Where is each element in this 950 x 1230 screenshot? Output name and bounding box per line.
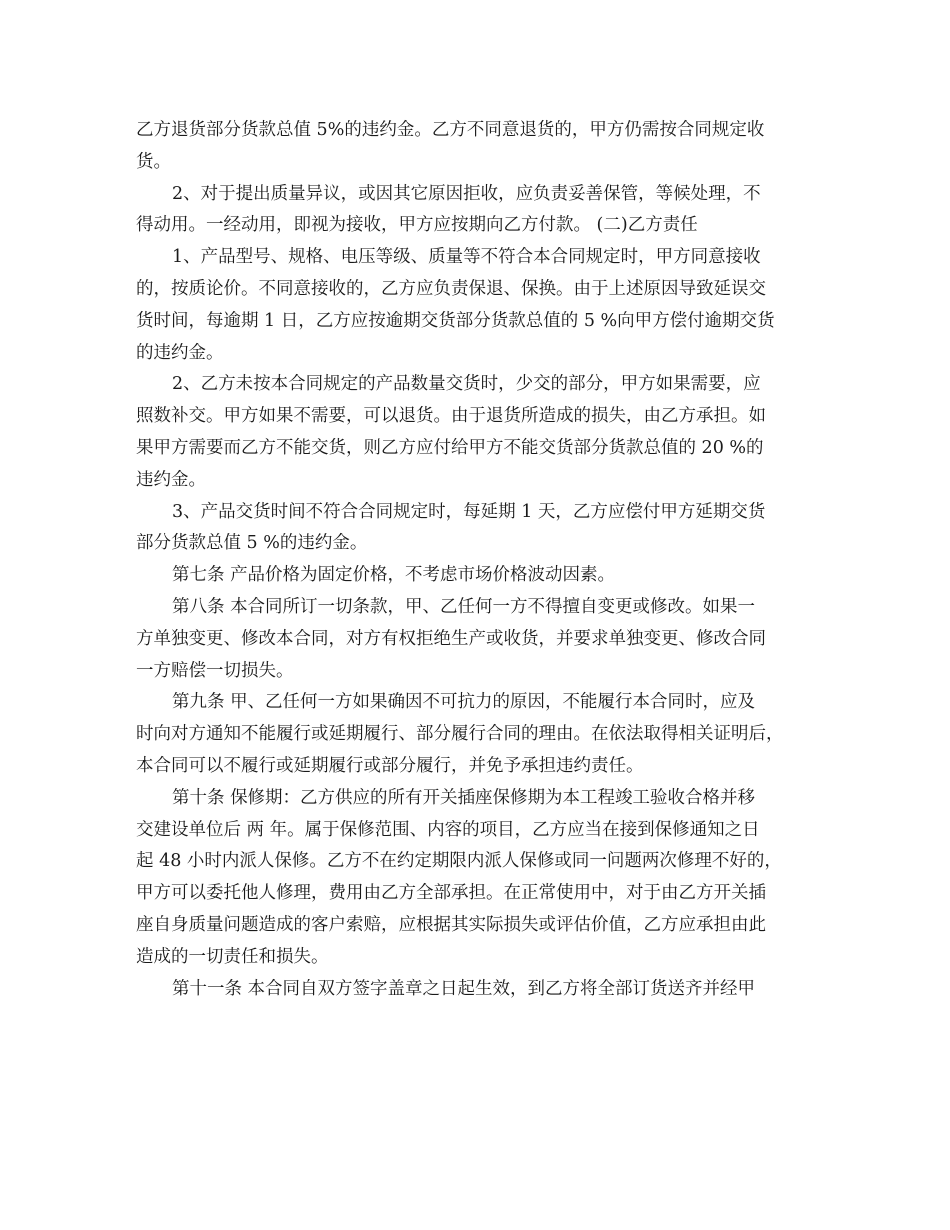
text-line: 方单独变更、修改本合同，对方有权拒绝生产或收货，并要求单独变更、修改合同 <box>136 628 766 649</box>
text-line: 的，按质论价。不同意接收的，乙方应负责保退、保换。由于上述原因导致延误交 <box>136 278 766 299</box>
paragraph <box>136 115 816 179</box>
paragraph <box>136 179 816 243</box>
text-line: 座自身质量问题造成的客户索赔，应根据其实际损失或评估价值，乙方应承担由此 <box>136 914 766 935</box>
paragraph <box>136 974 816 1006</box>
text-line: 甲方可以委托他人修理，费用由乙方全部承担。在正常使用中，对于由乙方开关插 <box>136 883 766 904</box>
text-line: 起 48 小时内派人保修。乙方不在约定期限内派人保修或同一问题两次修理不好的， <box>136 851 782 872</box>
text-line: 第九条 甲、乙任何一方如果确因不可抗力的原因，不能履行本合同时，应及 <box>172 692 756 713</box>
text-line: 2、对于提出质量异议，或因其它原因拒收，应负责妥善保管，等候处理，不 <box>172 183 761 204</box>
text-line: 第八条 本合同所订一切条款，甲、乙任何一方不得擅自变更或修改。如果一 <box>172 596 756 617</box>
text-line: 时向对方通知不能履行或延期履行、部分履行合同的理由。在依法取得相关证明后， <box>136 724 784 745</box>
paragraph <box>136 242 816 369</box>
text-line: 1、产品型号、规格、电压等级、质量等不符合本合同规定时，甲方同意接收 <box>172 247 761 268</box>
text-line: 交建设单位后 两 年。属于保修范围、内容的项目，乙方应当在接到保修通知之日 <box>136 819 760 840</box>
text-line: 货时间，每逾期 1 日，乙方应按逾期交货部分货款总值的 5 %向甲方偿付逾期交货 <box>136 310 775 331</box>
document-body <box>136 115 816 1005</box>
text-line: 货。 <box>136 151 171 172</box>
text-line: 本合同可以不履行或延期履行或部分履行，并免予承担违约责任。 <box>136 755 644 776</box>
text-line: 第十一条 本合同自双方签字盖章之日起生效，到乙方将全部订货送齐并经甲 <box>172 978 756 999</box>
text-line: 果甲方需要而乙方不能交货，则乙方应付给甲方不能交货部分货款总值的 20 %的 <box>136 437 764 458</box>
text-line: 第七条 产品价格为固定价格，不考虑市场价格波动因素。 <box>172 565 616 586</box>
text-line: 2、乙方未按本合同规定的产品数量交货时，少交的部分，甲方如果需要，应 <box>172 374 761 395</box>
text-line: 违约金。 <box>136 469 206 490</box>
paragraph <box>136 560 816 592</box>
text-line: 一方赔偿一切损失。 <box>136 660 294 681</box>
paragraph <box>136 592 816 687</box>
text-line: 照数补交。甲方如果不需要，可以退货。由于退货所造成的损失，由乙方承担。如 <box>136 406 766 427</box>
paragraph <box>136 369 816 496</box>
paragraph <box>136 783 816 974</box>
text-line: 第十条 保修期：乙方供应的所有开关插座保修期为本工程竣工验收合格并移 <box>172 787 756 808</box>
text-line: 的违约金。 <box>136 342 224 363</box>
paragraph <box>136 687 816 782</box>
text-line: 造成的一切责任和损失。 <box>136 946 329 967</box>
text-line: 部分货款总值 5 %的违约金。 <box>136 533 368 554</box>
text-line: 乙方退货部分货款总值 5%的违约金。乙方不同意退货的，甲方仍需按合同规定收 <box>136 120 765 140</box>
text-line: 3、产品交货时间不符合合同规定时，每延期 1 天，乙方应偿付甲方延期交货 <box>172 501 766 522</box>
paragraph <box>136 497 816 561</box>
text-line: 得动用。一经动用，即视为接收，甲方应按期向乙方付款。 (二)乙方责任 <box>136 215 698 236</box>
